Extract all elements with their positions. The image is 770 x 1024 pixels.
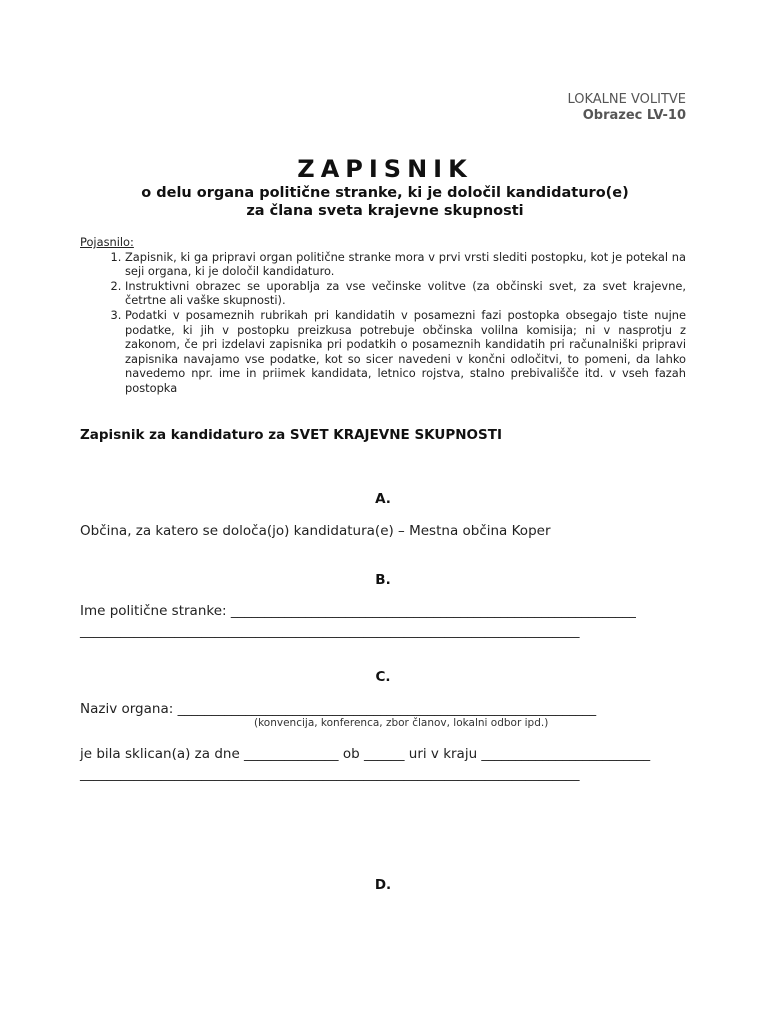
form-code: Obrazec LV-10 bbox=[582, 108, 686, 123]
organ-name-field[interactable]: Naziv organa: ______________________________________________________________ bbox=[80, 701, 597, 717]
note-item-3: 3. Podatki v posameznih rubrikah pri kandidatih v posamezni fazi postopka obsegajo tiste nujne podatke, ki jih v postopku preizkusa potrebuje občinska volilna komisija; ni v nasprotju z zakonom, če pri izdelavi zapisnika pri podatkih o posameznih kandidatih pri računalniški pripravi zapisnika navajamo vse podatke, kot so sicer navedeni v končni odločitvi, to pomeni, da lahko navedemo npr. ime in priimek kandidata, letnico rojstva, stalno prebivališče itd. v vseh fazah postopka bbox=[125, 308, 686, 396]
party-name-field[interactable]: Ime politične stranke: ____________________________________________________________ bbox=[80, 603, 636, 619]
section-a-letter: A. bbox=[375, 491, 391, 507]
convened-date-field[interactable]: je bila sklican(a) za dne ______________ ob ______ uri v kraju _________________________ bbox=[80, 746, 651, 762]
organ-name-caption: (konvencija, konferenca, zbor članov, lokalni odbor ipd.) bbox=[254, 717, 549, 729]
subtitle-line-2: za člana sveta krajevne skupnosti bbox=[246, 203, 524, 219]
convened-place-field-continuation[interactable]: __________________________________________________________________________ bbox=[80, 766, 580, 782]
municipality-line: Občina, za katero se določa(jo) kandidatura(e) – Mestna občina Koper bbox=[80, 523, 551, 539]
election-type: LOKALNE VOLITVE bbox=[567, 92, 686, 107]
subtitle-line-1: o delu organa politične stranke, ki je določil kandidaturo(e) bbox=[141, 185, 629, 201]
section-heading: Zapisnik za kandidaturo za SVET KRAJEVNE SKUPNOSTI bbox=[80, 427, 502, 443]
note-item-1: 1. Zapisnik, ki ga pripravi organ politične stranke mora v prvi vrsti slediti postopku, kot je potekal na seji organa, ki je določil kandidaturo. bbox=[125, 250, 686, 279]
explanation-notes bbox=[80, 235, 686, 396]
notes-label: Pojasnilo: bbox=[80, 235, 134, 249]
document-title: ZAPISNIK bbox=[297, 155, 473, 183]
section-d-letter: D. bbox=[374, 877, 392, 893]
party-name-field-continuation[interactable]: __________________________________________________________________________ bbox=[80, 623, 580, 639]
section-c-letter: C. bbox=[375, 669, 391, 685]
note-item-2: 2. Instruktivni obrazec se uporablja za vse večinske volitve (za občinski svet, za svet krajevne, četrtne ali vaške skupnosti). bbox=[125, 279, 686, 308]
notes-list bbox=[80, 250, 686, 396]
document-subtitle bbox=[0, 184, 770, 220]
form-header bbox=[567, 92, 686, 124]
section-b-letter: B. bbox=[375, 572, 391, 588]
